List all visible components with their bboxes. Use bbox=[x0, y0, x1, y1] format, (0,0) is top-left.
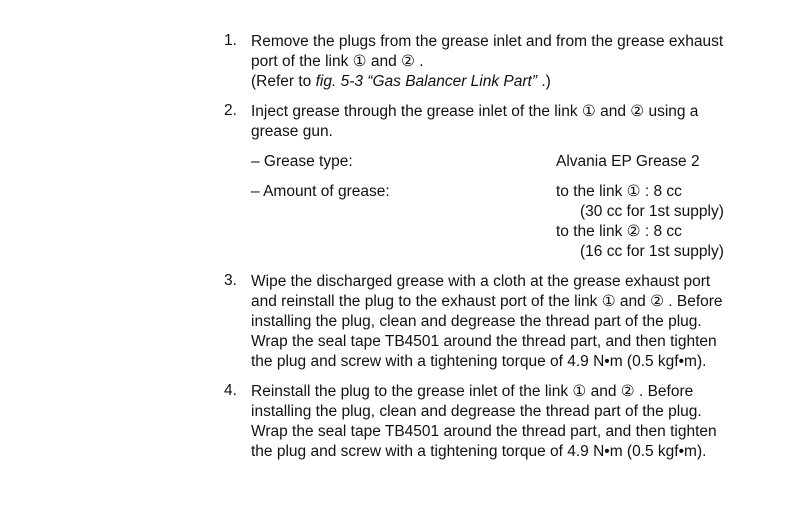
step-text-line: installing the plug, clean and degrease the thread part of the plug. bbox=[251, 403, 702, 420]
figure-reference bbox=[251, 72, 551, 92]
grease-type-label: – Grease type: bbox=[251, 153, 353, 170]
step-text-line: Wrap the seal tape TB4501 around the thread part, and then tighten bbox=[251, 423, 717, 440]
grease-amount-link1-first: (30 cc for 1st supply) bbox=[580, 203, 724, 220]
step-text-line: Reinstall the plug to the grease inlet of the link ① and ② . Before bbox=[251, 383, 694, 400]
grease-amount-link2-first: (16 cc for 1st supply) bbox=[580, 243, 724, 260]
step-text-line: Inject grease through the grease inlet of the link ① and ② using a bbox=[251, 103, 699, 120]
grease-amount-label: – Amount of grease: bbox=[251, 183, 390, 200]
reference-suffix: .) bbox=[537, 73, 551, 90]
step-number: 3. bbox=[224, 272, 237, 289]
step-text-line: Wrap the seal tape TB4501 around the thread part, and then tighten bbox=[251, 333, 717, 350]
figure-reference-link[interactable]: fig. 5-3 “Gas Balancer Link Part” bbox=[315, 73, 538, 90]
step-text-line: and reinstall the plug to the exhaust port of the link ① and ② . Before bbox=[251, 293, 723, 310]
grease-amount-link1: to the link ① : 8 cc bbox=[556, 183, 682, 200]
step-number: 4. bbox=[224, 382, 237, 399]
grease-type-value: Alvania EP Grease 2 bbox=[556, 153, 700, 170]
step-text-line: grease gun. bbox=[251, 123, 333, 140]
step-text-line: Wipe the discharged grease with a cloth at the grease exhaust port bbox=[251, 273, 711, 290]
step-text-line: the plug and screw with a tightening torque of 4.9 N•m (0.5 kgf•m). bbox=[251, 443, 707, 460]
grease-amount-link2: to the link ② : 8 cc bbox=[556, 223, 682, 240]
reference-prefix: (Refer to bbox=[251, 73, 316, 90]
step-text-line: port of the link ① and ② . bbox=[251, 53, 424, 70]
step-text-line: installing the plug, clean and degrease the thread part of the plug. bbox=[251, 313, 702, 330]
step-1 bbox=[224, 32, 784, 94]
step-number: 1. bbox=[224, 32, 237, 49]
step-text-line: the plug and screw with a tightening torque of 4.9 N•m (0.5 kgf•m). bbox=[251, 353, 707, 370]
step-text-line: Remove the plugs from the grease inlet and from the grease exhaust bbox=[251, 33, 724, 50]
step-4 bbox=[224, 382, 784, 464]
step-3 bbox=[224, 272, 784, 374]
step-2 bbox=[224, 102, 784, 264]
step-number: 2. bbox=[224, 102, 237, 119]
